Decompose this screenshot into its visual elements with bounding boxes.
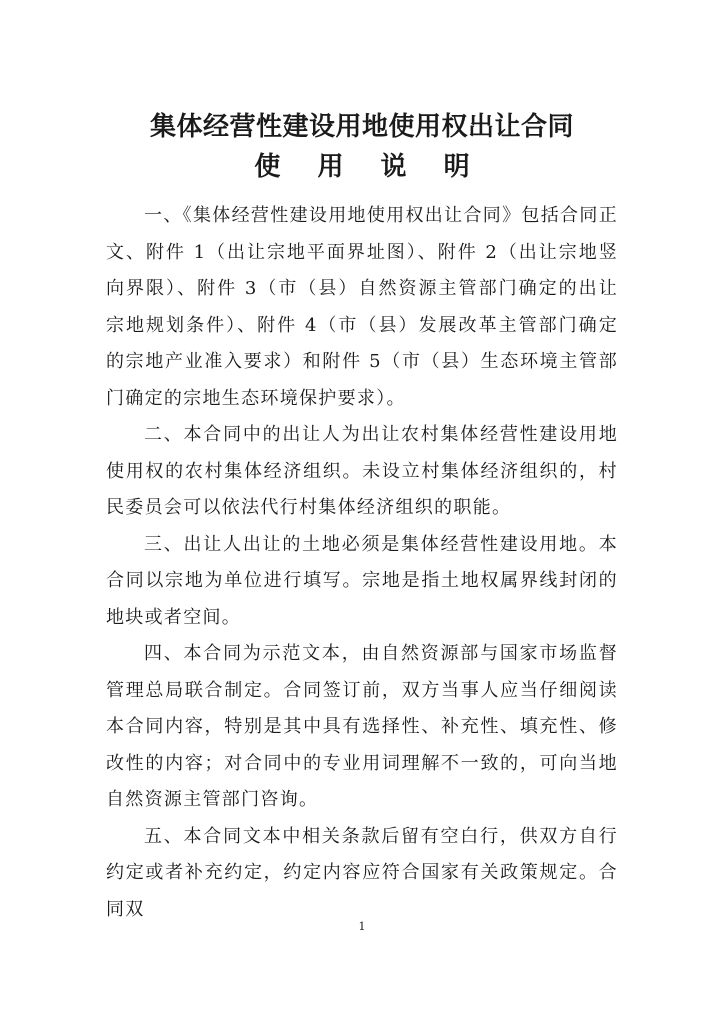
paragraph-4: 四、本合同为示范文本，由自然资源部与国家市场监督管理总局联合制定。合同签订前，双方当事人应当仔细阅读本合同内容，特别是其中具有选择性、补充性、填充性、修改性的内容；对合同中的专业用词理解不一致的，可向当地自然资源主管部门咨询。 (106, 643, 618, 810)
paragraph-1: 一、《集体经营性建设用地使用权出让合同》包括合同正文、附件 1（出让宗地平面界址图）、附件 2（出让宗地竖向界限）、附件 3（市（县）自然资源主管部门确定的出让宗地规划条件）、附件 4（市（县）发展改革主管部门确定的宗地产业准入要求）和附件 5（市（县）生态环境主管部门确定的宗地生态环境保护要求）。 (106, 205, 618, 409)
document-body (106, 198, 618, 928)
page-number: 1 (358, 920, 366, 933)
paragraph-2: 二、本合同中的出让人为出让农村集体经营性建设用地使用权的农村集体经济组织。未设立村集体经济组织的，村民委员会可以依法代行村集体经济组织的职能。 (106, 424, 618, 518)
document-title: 集体经营性建设用地使用权出让合同 (149, 112, 574, 142)
document-subtitle: 使 用 说 明 (254, 152, 484, 182)
paragraph-3: 三、出让人出让的土地必须是集体经营性建设用地。本合同以宗地为单位进行填写。宗地是指土地权属界线封闭的地块或者空间。 (106, 533, 618, 628)
paragraph-5: 五、本合同文本中相关条款后留有空白行，供双方自行约定或者补充约定，约定内容应符合国家有关政策规定。合同双 (106, 825, 618, 920)
